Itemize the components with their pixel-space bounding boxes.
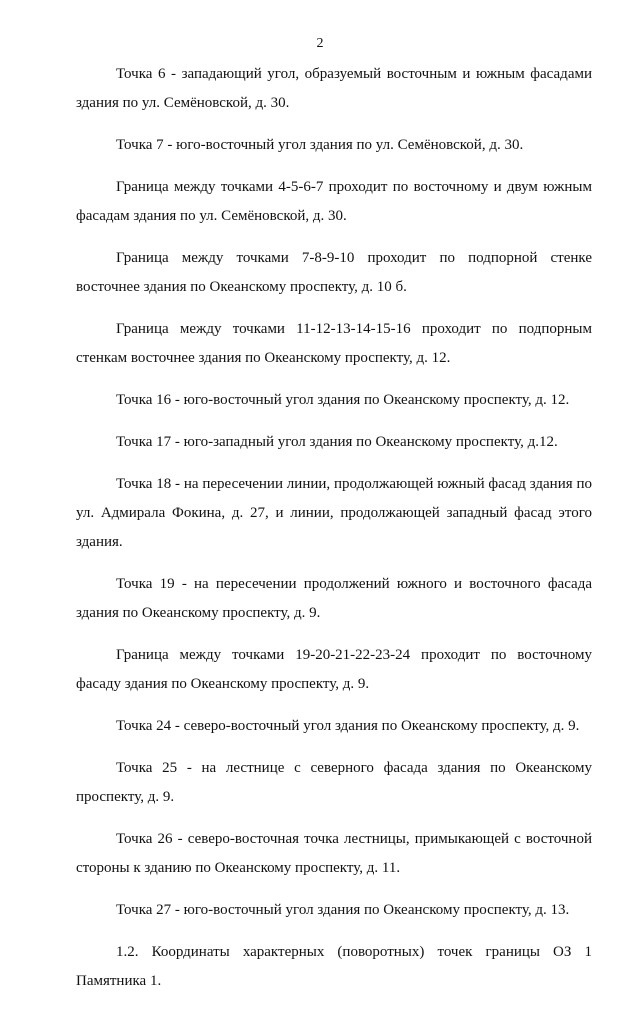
paragraph: Точка 7 - юго-восточный угол здания по ул. Семёновской, д. 30. bbox=[116, 137, 524, 153]
paragraph: Точка 25 - на лестнице с северного фасада здания по Океанскому проспекту, д. 9. bbox=[76, 760, 592, 805]
paragraph: Точка 24 - северо-восточный угол здания по Океанскому проспекту, д. 9. bbox=[116, 718, 580, 734]
paragraph: Граница между точками 11-12-13-14-15-16 проходит по подпорным стенкам восточнее здания по Океанскому проспекту, д. 12. bbox=[76, 321, 592, 366]
paragraph: Точка 27 - юго-восточный угол здания по Океанскому проспекту, д. 13. bbox=[116, 902, 570, 918]
paragraph: Граница между точками 7-8-9-10 проходит по подпорной стенке восточнее здания по Океанскому проспекту, д. 10 б. bbox=[76, 250, 592, 295]
paragraph: Граница между точками 4-5-6-7 проходит по восточному и двум южным фасадам здания по ул. Семёновской, д. 30. bbox=[76, 179, 592, 224]
paragraph: Точка 18 - на пересечении линии, продолжающей южный фасад здания по ул. Адмирала Фокина, д. 27, и линии, продолжающей западный фасад этого здания. bbox=[76, 476, 592, 550]
paragraph: Точка 26 - северо-восточная точка лестницы, примыкающей с восточной стороны к зданию по Океанскому проспекту, д. 11. bbox=[76, 831, 592, 876]
document-body bbox=[76, 60, 592, 1009]
paragraph: Точка 19 - на пересечении продолжений южного и восточного фасада здания по Океанскому проспекту, д. 9. bbox=[76, 576, 592, 621]
page-number: 2 bbox=[316, 36, 324, 51]
paragraph: Точка 6 - западающий угол, образуемый восточным и южным фасадами здания по ул. Семёновской, д. 30. bbox=[76, 66, 592, 111]
paragraph: Точка 17 - юго-западный угол здания по Океанскому проспекту, д.12. bbox=[116, 434, 558, 450]
paragraph: Точка 16 - юго-восточный угол здания по Океанскому проспекту, д. 12. bbox=[116, 392, 570, 408]
paragraph: Граница между точками 19-20-21-22-23-24 проходит по восточному фасаду здания по Океанскому проспекту, д. 9. bbox=[76, 647, 592, 692]
paragraph: 1.2. Координаты характерных (поворотных) точек границы ОЗ 1 Памятника 1. bbox=[76, 944, 592, 989]
